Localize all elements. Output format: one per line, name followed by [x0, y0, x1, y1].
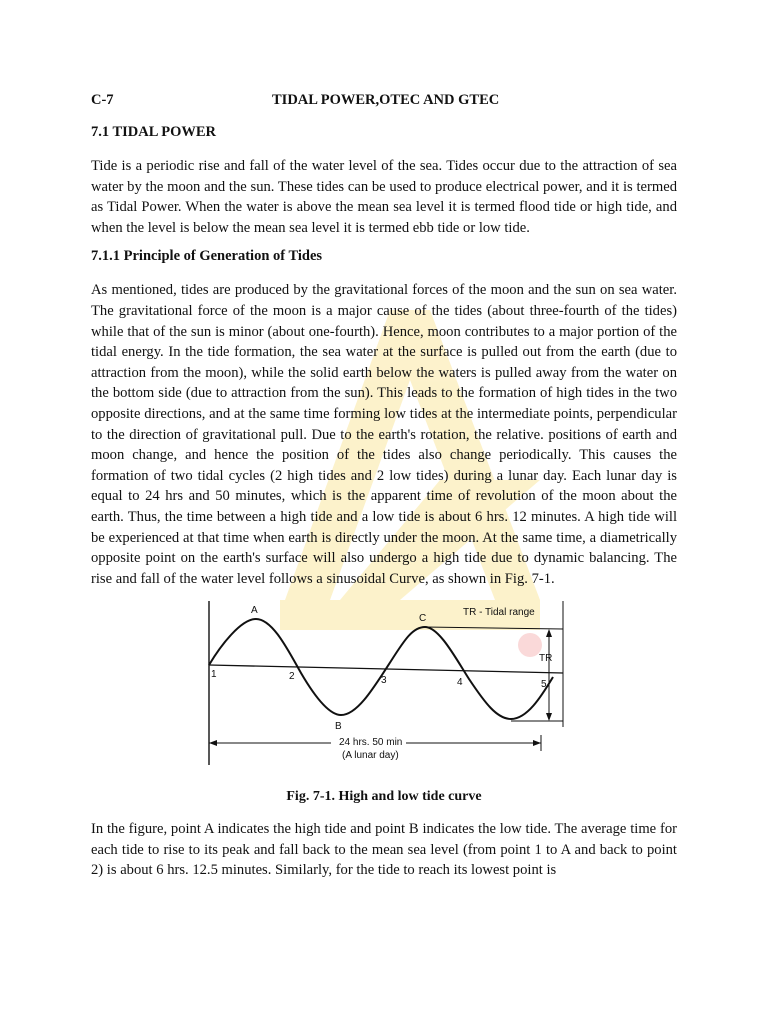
label-point-c: C — [419, 613, 427, 625]
closing-paragraph: In the figure, point A indicates the high tide and point B indicates the low tide. The average time for each tide to rise to its peak and fall back to the mean sea level (from point 1 to A and back to point 2) is about 6 hrs. 12.5 minutes. Similarly, for the tide to reach its lowest point is — [91, 821, 677, 879]
tide-curve-diagram — [201, 597, 571, 777]
label-tr: TR — [539, 653, 553, 665]
label-point-a: A — [251, 605, 258, 617]
label-duration-line1: 24 hrs. 50 min — [339, 737, 403, 749]
subsection-heading: 7.1.1 Principle of Generation of Tides — [91, 248, 323, 265]
tidal-range-arrow-top — [546, 629, 552, 637]
label-point-2: 2 — [289, 671, 295, 683]
label-point-4: 4 — [457, 677, 463, 689]
chapter-header — [91, 92, 677, 114]
section-heading: 7.1 TIDAL POWER — [91, 124, 217, 140]
principle-paragraph: As mentioned, tides are produced by the gravitational forces of the moon and the sun on sea water. The gravitational force of the moon is a major cause of the tides (about three-fourth of the tides) while that of the sun is minor (about one-fourth). Hence, moon contributes to a major portion of the tidal energy. In the tide formation, the sea water at the surface is pulled out from the earth (due to attraction from the moon), while the solid earth below the waters is pulled away from the water on the bottom side (due to attraction from the sun). This leads to the formation of high tides in the two opposite directions, and at the same time forming low tides at the intermediate points, perpendicular to the direction of gravitational pull. Due to the earth's rotation, the relative. positions of earth and moon change, and hence the position of the tides also change periodically. This causes the formation of two tidal cycles (2 high tides and 2 low tides) during a lunar day. Each lunar day is equal to 24 hrs and 50 minutes, which is the apparent time of revolution of the moon about the earth. Thus, the time between a high tide and a low tide is about 6 hrs. 12 minutes. A high tide will be experienced at that time when earth is directly under the moon. At the same time, a diametrically opposite point on the earth's surface will also undergo a high tide due to dynamic balancing. The rise and fall of the water level follows a sinusoidal Curve, as shown in Fig. 7-1. — [91, 282, 677, 587]
tide-curve-figure — [91, 597, 677, 777]
intro-paragraph: Tide is a periodic rise and fall of the water level of the sea. Tides occur due to the attraction of sea water by the moon and the sun. These tides can be used to produce electrical power, and it is termed as Tidal Power. When the water is above the mean sea level it is termed flood tide or high tide, and when the level is below the mean sea level it is termed ebb tide or low tide. — [91, 158, 677, 236]
label-point-1: 1 — [211, 669, 217, 681]
high-tide-reference-line — [425, 627, 563, 629]
chapter-code: C-7 — [91, 92, 114, 108]
chapter-title: TIDAL POWER,OTEC AND GTEC — [272, 92, 500, 108]
page-content — [91, 92, 677, 881]
duration-arrowhead-right — [533, 740, 541, 746]
label-tidal-range-legend: TR - Tidal range — [463, 607, 535, 619]
label-point-5: 5 — [541, 679, 547, 691]
label-duration-line2: (A lunar day) — [342, 750, 399, 762]
duration-arrowhead-left — [209, 740, 217, 746]
tidal-range-arrow-bottom — [546, 713, 552, 721]
label-point-b: B — [335, 721, 342, 733]
figure-caption: Fig. 7-1. High and low tide curve — [286, 789, 482, 805]
label-point-3: 3 — [381, 675, 387, 687]
